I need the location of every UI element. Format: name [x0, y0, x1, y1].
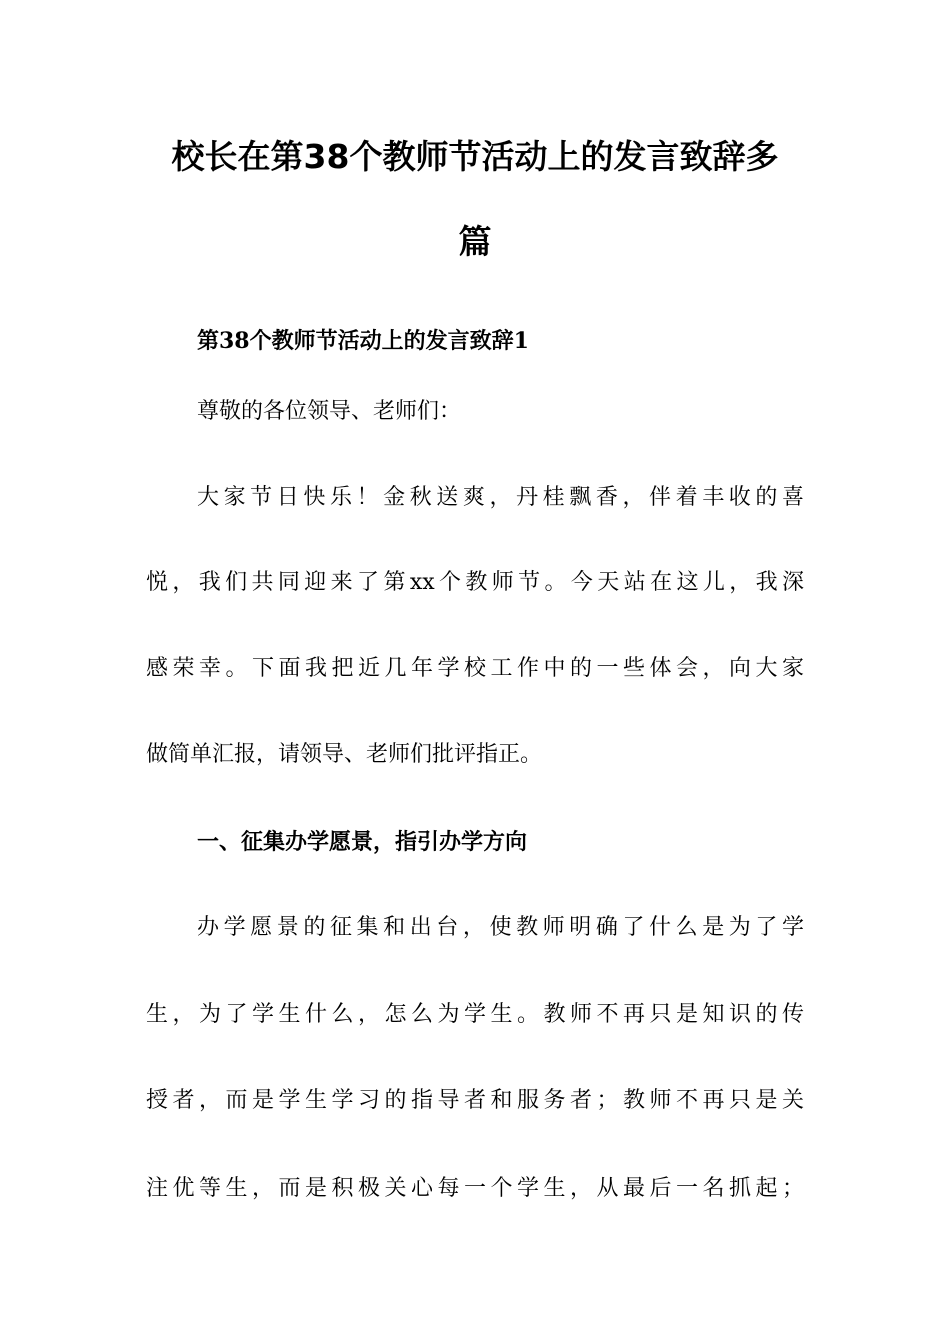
salutation: 尊敬的各位领导、老师们：: [197, 399, 462, 424]
paragraph-2-line-3: 授者，而是学生学习的指导者和服务者；教师不再只是关: [146, 1088, 804, 1113]
paragraph-1-line-2: 悦，我们共同迎来了第xx个教师节。今天站在这儿，我深: [146, 570, 804, 595]
document-title-line-1: 校长在第38个教师节活动上的发言致辞多: [171, 137, 779, 176]
paragraph-1-line-3: 感荣幸。下面我把近几年学校工作中的一些体会，向大家: [146, 656, 804, 681]
section-title: 第38个教师节活动上的发言致辞1: [197, 328, 529, 354]
document-title-line-2: 篇: [458, 222, 492, 261]
paragraph-2-line-4: 注优等生，而是积极关心每一个学生，从最后一名抓起；: [146, 1176, 804, 1201]
paragraph-1-line-1: 大家节日快乐！金秋送爽，丹桂飘香，伴着丰收的喜: [197, 485, 804, 510]
paragraph-2-line-1: 办学愿景的征集和出台，使教师明确了什么是为了学: [197, 915, 804, 940]
paragraph-2-line-2: 生，为了学生什么，怎么为学生。教师不再只是知识的传: [146, 1002, 804, 1027]
paragraph-1-line-4: 做简单汇报，请领导、老师们批评指正。: [146, 742, 543, 767]
heading-1: 一、征集办学愿景，指引办学方向: [197, 829, 528, 855]
